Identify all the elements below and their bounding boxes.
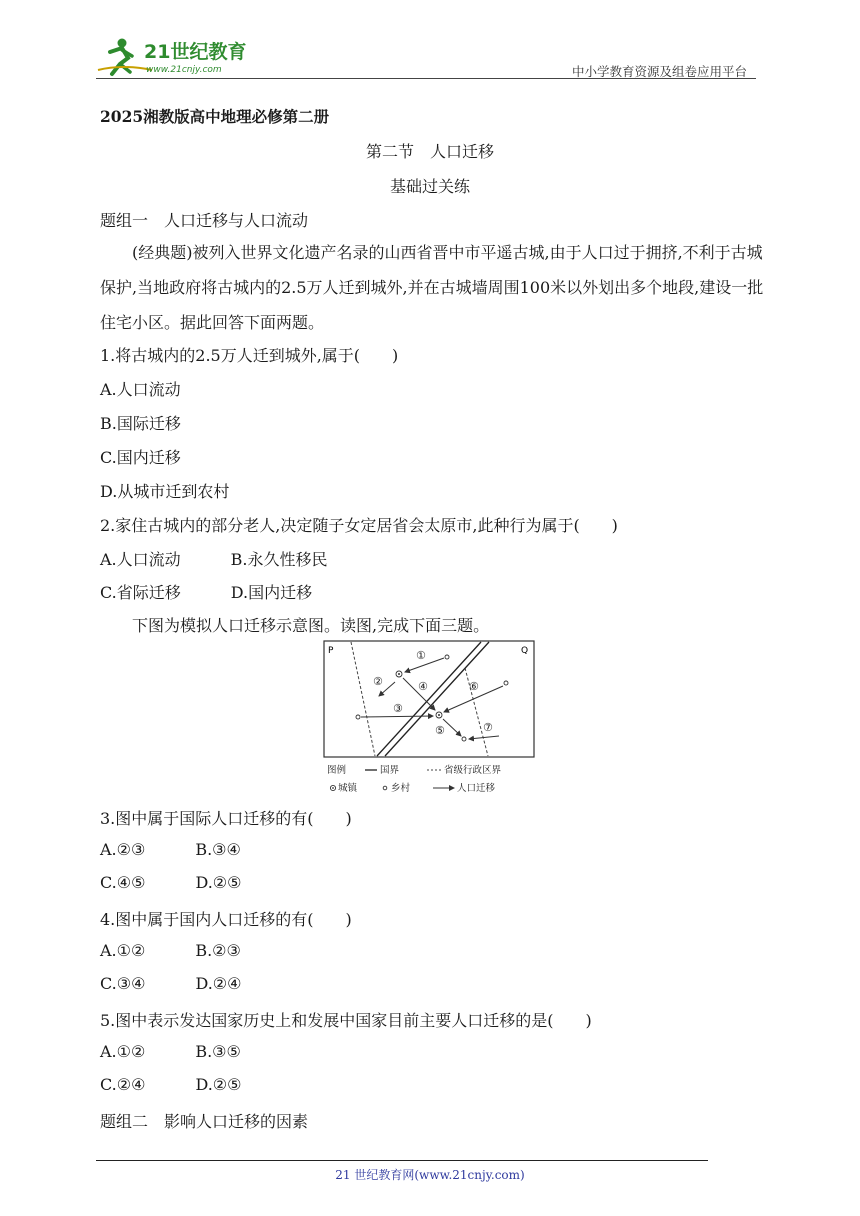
subtitle: 基础过关练	[389, 177, 470, 196]
footer-link[interactable]: 21 世纪教育网(www.21cnjy.com)	[335, 1168, 525, 1182]
q5-options-row-1	[100, 1042, 241, 1061]
legend	[327, 764, 502, 794]
q3-option-d: D.②⑤	[195, 873, 242, 892]
q4-option-c: C.③④	[100, 974, 146, 993]
q2-options-row-2	[100, 580, 312, 603]
q1-option-a: A.人口流动	[100, 380, 181, 399]
village-point	[462, 737, 466, 741]
q3-options-row-2	[100, 873, 241, 892]
q1-option-d: D.从城市迁到农村	[100, 482, 230, 501]
svg-text:图例: 图例	[327, 765, 347, 776]
q4-option-b: B.②③	[195, 941, 241, 960]
svg-text:省级行政区界: 省级行政区界	[444, 765, 502, 776]
question-4-stem: 4.图中属于国内人口迁移的有( )	[100, 910, 352, 929]
q4-option-d: D.②④	[195, 974, 242, 993]
svg-text:⑥: ⑥	[469, 680, 479, 693]
village-point	[356, 715, 360, 719]
svg-text:人口迁移: 人口迁移	[457, 783, 496, 794]
q2-option-a: A.人口流动	[100, 550, 181, 569]
svg-text:国界: 国界	[380, 765, 400, 776]
section-title: 第二节 人口迁移	[365, 142, 494, 161]
question-5-stem: 5.图中表示发达国家历史上和发展中国家目前主要人口迁移的是( )	[100, 1011, 592, 1030]
q2-option-b: B.永久性移民	[230, 550, 328, 569]
q3-option-c: C.④⑤	[100, 873, 146, 892]
q5-options-row-2	[100, 1075, 241, 1094]
q1-option-b: B.国际迁移	[100, 414, 181, 433]
svg-text:21世纪教育: 21世纪教育	[144, 41, 247, 63]
intro-paragraph: (经典题)被列入世界文化遗产名录的山西省晋中市平遥古城,由于人口过于拥挤,不利于古城保护,当地政府将古城内的2.5万人迁到城外,并在古城墙周围100米以外划出多个地段,建设一批住宅小区。据此回答下面两题。	[100, 243, 764, 332]
site-logo	[92, 34, 262, 80]
svg-text:www.21cnjy.com: www.21cnjy.com	[146, 65, 222, 75]
platform-name: 中小学教育资源及组卷应用平台	[572, 64, 748, 79]
question-3-stem: 3.图中属于国际人口迁移的有( )	[100, 809, 352, 828]
group-heading-2: 题组二 影响人口迁移的因素	[100, 1112, 309, 1131]
q4-options-row-2	[100, 974, 241, 993]
svg-text:⑦: ⑦	[483, 721, 493, 734]
svg-text:Q: Q	[521, 646, 529, 656]
question-2-stem: 2.家住古城内的部分老人,决定随子女定居省会太原市,此种行为属于( )	[100, 516, 618, 535]
svg-text:④: ④	[418, 680, 428, 693]
group-heading-1: 题组一 人口迁移与人口流动	[100, 211, 309, 230]
svg-text:①: ①	[416, 649, 426, 662]
footer-divider	[96, 1160, 708, 1161]
q3-option-a: A.②③	[100, 840, 146, 859]
header-divider	[96, 78, 756, 79]
svg-text:②: ②	[373, 675, 383, 688]
q3-option-b: B.③④	[195, 840, 241, 859]
village-point	[445, 655, 449, 659]
question-1-stem: 1.将古城内的2.5万人迁到城外,属于( )	[100, 346, 399, 365]
q3-options-row-1	[100, 840, 241, 859]
q2-options-row-1	[100, 547, 328, 570]
svg-text:③: ③	[393, 702, 403, 715]
q1-option-c: C.国内迁移	[100, 448, 181, 467]
q5-option-b: B.③⑤	[195, 1042, 241, 1061]
document-title: 2025湘教版高中地理必修第二册	[100, 107, 330, 126]
q5-option-c: C.②④	[100, 1075, 146, 1094]
svg-text:⑤: ⑤	[435, 724, 445, 737]
svg-text:城镇: 城镇	[338, 783, 358, 794]
svg-text:P: P	[328, 646, 334, 656]
q4-options-row-1	[100, 941, 241, 960]
figure-intro: 下图为模拟人口迁移示意图。读图,完成下面三题。	[132, 616, 490, 635]
migration-diagram	[323, 640, 535, 800]
village-point	[504, 681, 508, 685]
q2-option-d: D.国内迁移	[230, 583, 313, 602]
svg-text:乡村: 乡村	[391, 783, 411, 794]
q2-option-c: C.省际迁移	[100, 583, 181, 602]
q4-option-a: A.①②	[100, 941, 146, 960]
q5-option-d: D.②⑤	[195, 1075, 242, 1094]
q5-option-a: A.①②	[100, 1042, 146, 1061]
